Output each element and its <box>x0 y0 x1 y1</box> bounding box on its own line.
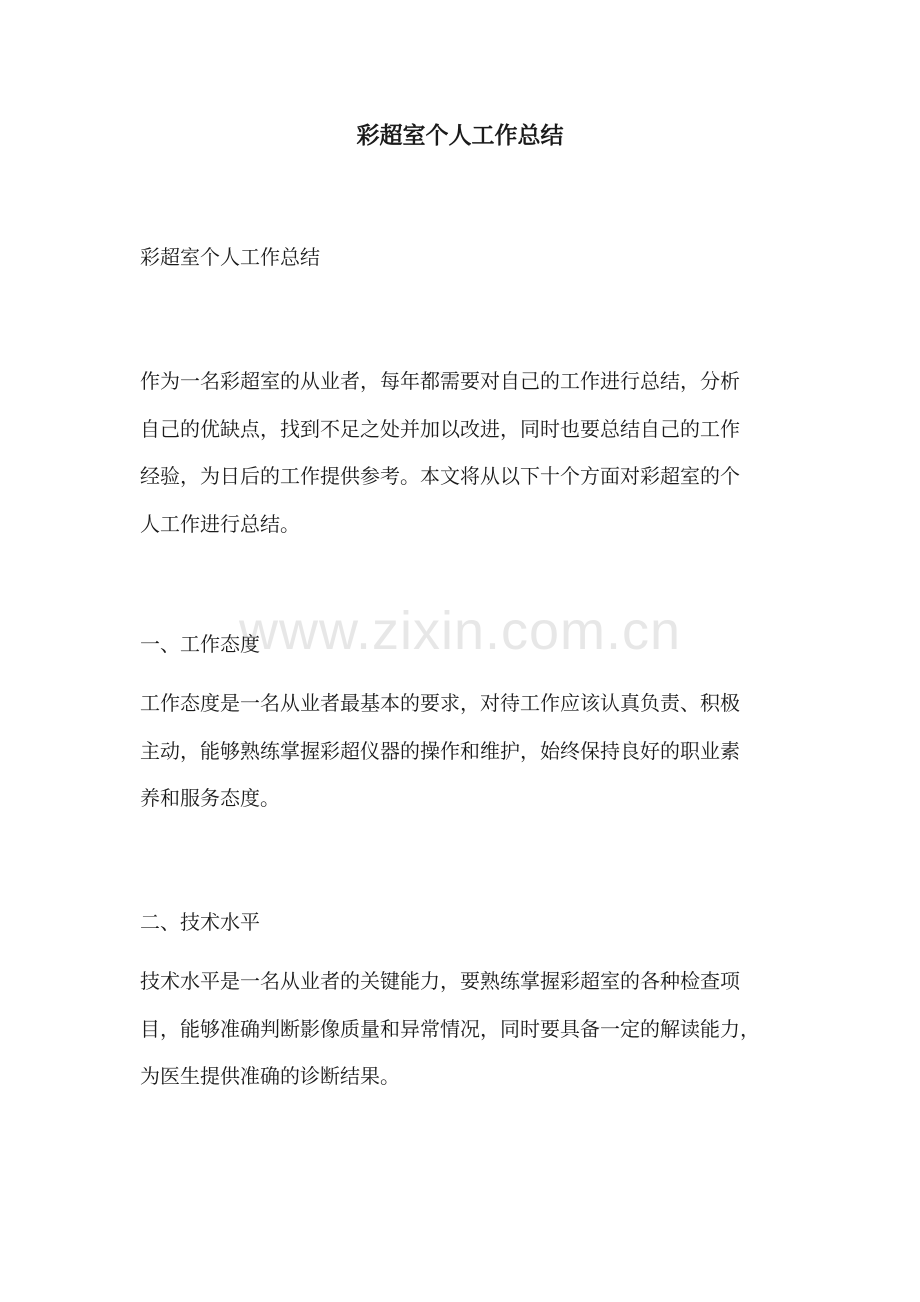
paragraph-line: 作为一名彩超室的从业者，每年都需要对自己的工作进行总结，分析 <box>140 369 740 393</box>
paragraph-line: 养和服务态度。 <box>140 786 280 810</box>
section-paragraph-technical <box>140 958 782 1101</box>
section-paragraph-attitude <box>140 680 782 823</box>
paragraph-line: 工作态度是一名从业者最基本的要求，对待工作应该认真负责、积极 <box>140 691 740 715</box>
paragraph-line: 人工作进行总结。 <box>140 511 300 536</box>
paragraph-line: 自己的优缺点，找到不足之处并加以改进，同时也要总结自己的工作 <box>140 416 740 441</box>
paragraph-line: 主动，能够熟练掌握彩超仪器的操作和维护，始终保持良好的职业素 <box>140 738 740 763</box>
watermark: www.zixin.com.cn <box>238 601 682 661</box>
paragraph-line: 经验，为日后的工作提供参考。本文将从以下十个方面对彩超室的个 <box>140 464 740 488</box>
document-subtitle: 彩超室个人工作总结 <box>140 245 320 269</box>
intro-paragraph <box>140 358 782 548</box>
paragraph-line: 技术水平是一名从业者的关键能力，要熟练掌握彩超室的各种检查项 <box>140 969 740 993</box>
section-heading-attitude: 一、工作态度 <box>140 632 260 656</box>
section-heading-technical: 二、技术水平 <box>140 910 260 934</box>
paragraph-line: 为医生提供准确的诊断结果。 <box>140 1064 400 1088</box>
document-title: 彩超室个人工作总结 <box>356 122 564 149</box>
paragraph-line: 目，能够准确判断影像质量和异常情况，同时要具备一定的解读能力， <box>140 1016 760 1041</box>
